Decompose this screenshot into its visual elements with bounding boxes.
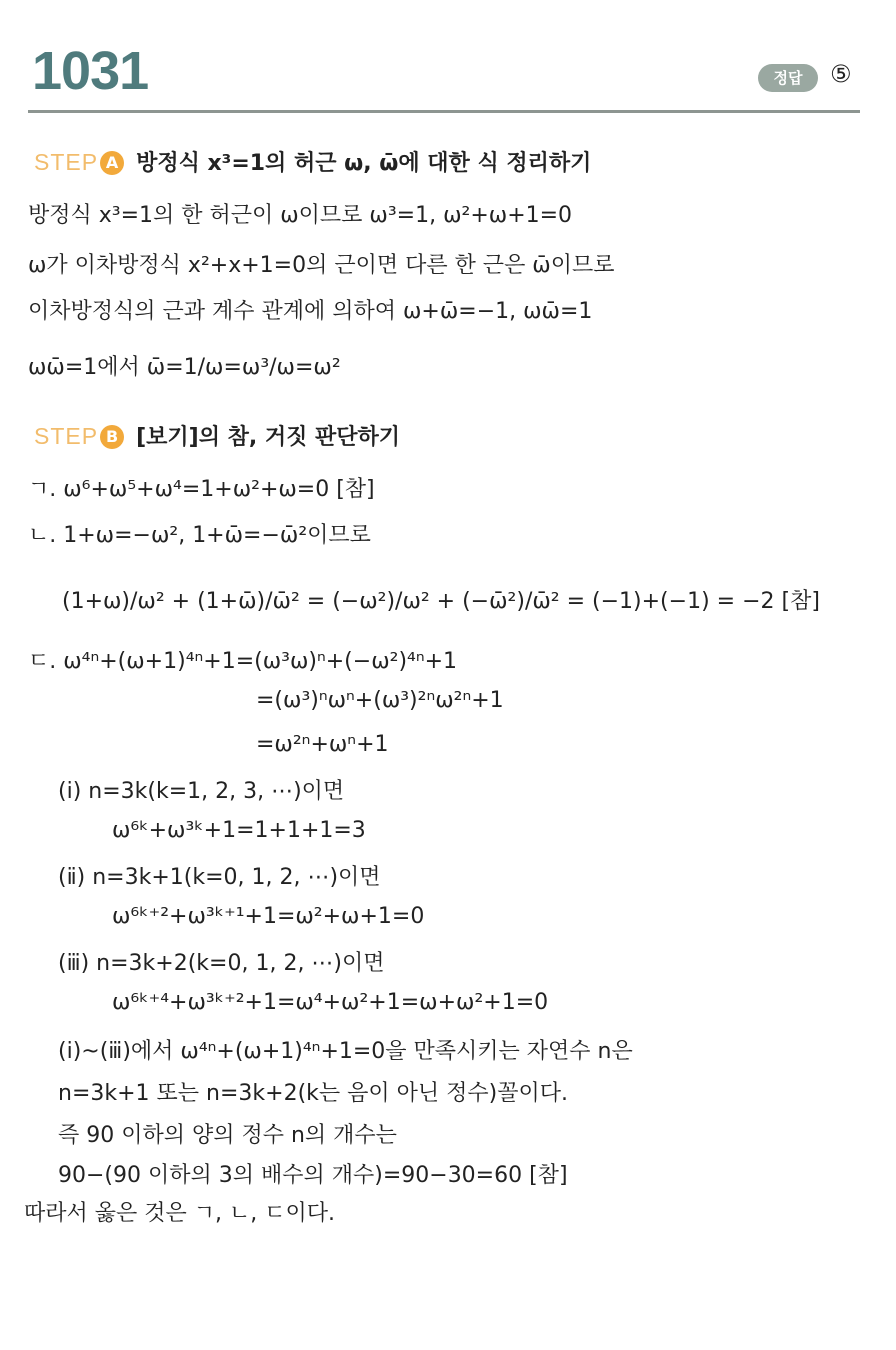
item-c-step-2: =(ω³)ⁿωⁿ+(ω³)²ⁿω²ⁿ+1	[256, 688, 504, 713]
case-1-condition: (ⅰ) n=3k(k=1, 2, 3, ⋯)이면	[58, 779, 345, 804]
step-a-line-3: 이차방정식의 근과 계수 관계에 의하여 ω+ω̄=−1, ωω̄=1	[28, 299, 593, 324]
case-3-condition: (ⅲ) n=3k+2(k=0, 1, 2, ⋯)이면	[58, 951, 385, 976]
step-b-tag: STEP	[34, 423, 99, 449]
case-3-result: ω⁶ᵏ⁺⁴+ω³ᵏ⁺²+1=ω⁴+ω²+1=ω+ω²+1=0	[112, 990, 549, 1015]
step-a-heading	[34, 146, 591, 177]
header-divider	[28, 110, 860, 113]
item-c-line: ㄷ. ω⁴ⁿ+(ω+1)⁴ⁿ+1=(ω³ω)ⁿ+(−ω²)⁴ⁿ+1	[28, 649, 458, 674]
step-b-heading	[34, 420, 400, 451]
case-1-result: ω⁶ᵏ+ω³ᵏ+1=1+1+1=3	[112, 818, 366, 843]
problem-number: 1031	[32, 41, 149, 101]
step-a-title: 방정식 x³=1의 허근 ω, ω̄에 대한 식 정리하기	[136, 151, 592, 176]
count-result: 90−(90 이하의 3의 배수의 개수)=90−30=60 [참]	[58, 1163, 568, 1188]
conclusion: 따라서 옳은 것은 ㄱ, ㄴ, ㄷ이다.	[24, 1201, 335, 1226]
item-a-line: ㄱ. ω⁶+ω⁵+ω⁴=1+ω²+ω=0 [참]	[28, 477, 375, 502]
case-2-result: ω⁶ᵏ⁺²+ω³ᵏ⁺¹+1=ω²+ω+1=0	[112, 904, 425, 929]
step-a-tag: STEP	[34, 149, 99, 175]
step-a-line-1: 방정식 x³=1의 한 허근이 ω이므로 ω³=1, ω²+ω+1=0	[28, 203, 573, 228]
item-b-fraction-line: (1+ω)/ω² + (1+ω̄)/ω̄² = (−ω²)/ω² + (−ω̄²)/ω̄² = (−1)+(−1) = −2 [참]	[62, 589, 820, 614]
item-c-step-3: =ω²ⁿ+ωⁿ+1	[256, 732, 389, 757]
step-a-letter: A	[100, 151, 124, 175]
answer-badge: 정답	[758, 64, 818, 92]
cases-form: n=3k+1 또는 n=3k+2(k는 음이 아닌 정수)꼴이다.	[58, 1081, 568, 1106]
item-b-line: ㄴ. 1+ω=−ω², 1+ω̄=−ω̄²이므로	[28, 523, 371, 548]
cases-summary: (ⅰ)~(ⅲ)에서 ω⁴ⁿ+(ω+1)⁴ⁿ+1=0을 만족시키는 자연수 n은	[58, 1039, 633, 1064]
count-intro: 즉 90 이하의 양의 정수 n의 개수는	[58, 1123, 397, 1148]
answer-value: ⑤	[830, 60, 852, 88]
step-b-title: [보기]의 참, 거짓 판단하기	[136, 425, 401, 450]
step-a-line-4: ωω̄=1에서 ω̄=1/ω=ω³/ω=ω²	[28, 355, 341, 380]
case-2-condition: (ⅱ) n=3k+1(k=0, 1, 2, ⋯)이면	[58, 865, 381, 890]
step-b-letter: B	[100, 425, 124, 449]
step-a-line-2: ω가 이차방정식 x²+x+1=0의 근이면 다른 한 근은 ω̄이므로	[28, 253, 615, 278]
